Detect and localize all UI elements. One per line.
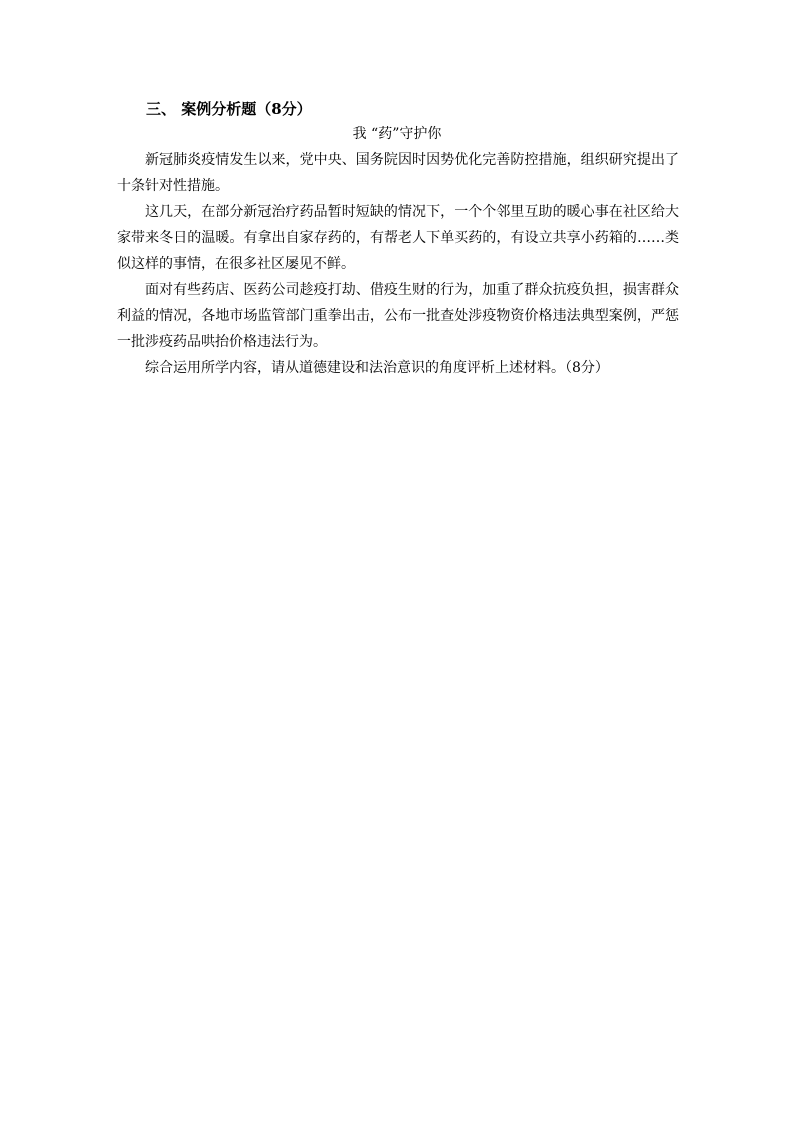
article-title: 我 “药”守护你 bbox=[352, 126, 442, 142]
section-heading: 三、 案例分析题（8分） bbox=[146, 100, 312, 118]
paragraph-mutual-aid: 这几天，在部分新冠治疗药品暂时短缺的情况下，一个个邻里互助的暖心事在社区给大家带来冬日的温暖。有拿出自家存药的，有帮老人下单买药的，有设立共享小药箱的……类似这样的事情，在很多社区屡见不鲜。 bbox=[117, 204, 679, 272]
paragraph-intro: 新冠肺炎疫情发生以来，党中央、国务院因时因势优化完善防控措施，组织研究提出了十条针对性措施。 bbox=[117, 152, 679, 194]
paragraph-market-supervision: 面对有些药店、医药公司趁疫打劫、借疫生财的行为，加重了群众抗疫负担，损害群众利益的情况，各地市场监管部门重拳出击，公布一批查处涉疫物资价格违法典型案例，严惩一批涉疫药品哄抬价格违法行为。 bbox=[117, 282, 679, 350]
article-body bbox=[117, 147, 679, 381]
paragraph-question: 综合运用所学内容，请从道德建设和法治意识的角度评析上述材料。（8分） bbox=[145, 360, 609, 376]
